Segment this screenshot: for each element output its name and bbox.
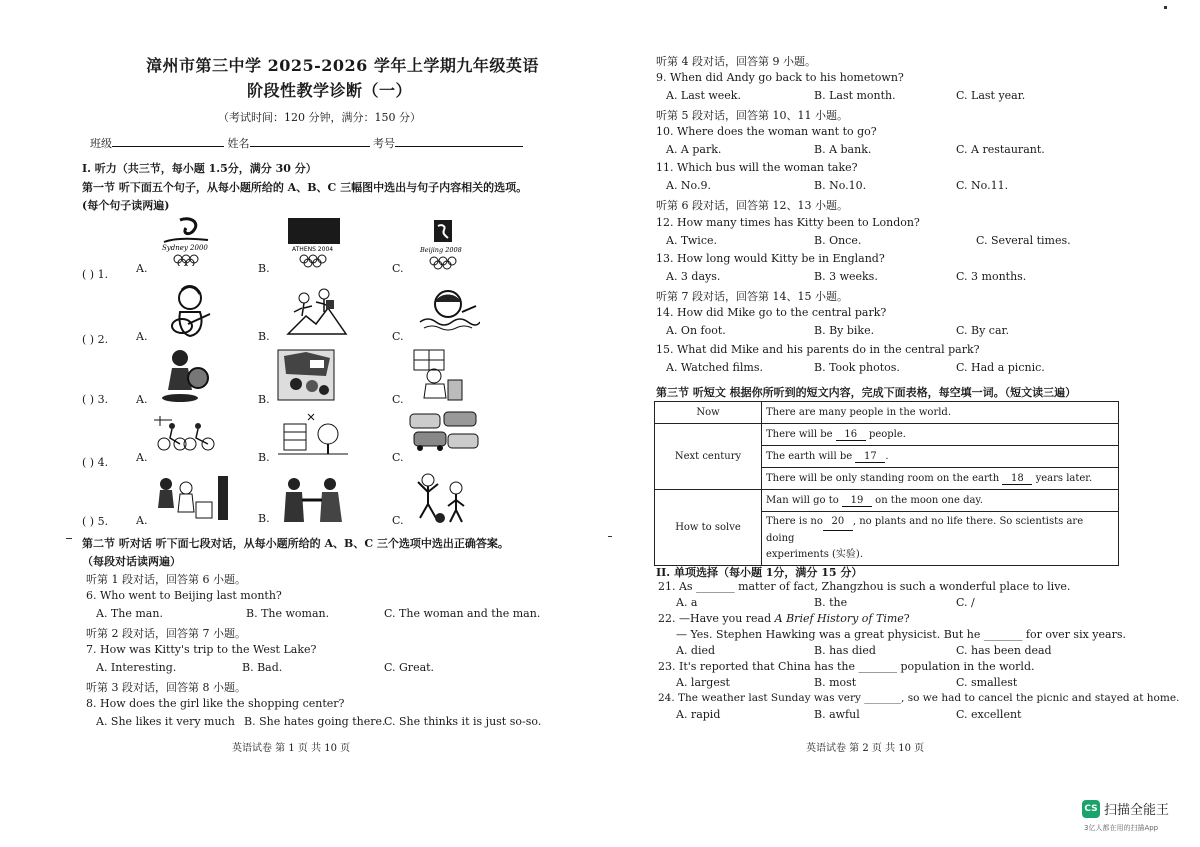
q11-option-b[interactable]: B. No.10. <box>814 179 867 192</box>
table-row <box>655 490 1119 512</box>
hill-climbing-picture-icon <box>286 286 348 338</box>
traffic-jam-picture-icon <box>408 408 480 456</box>
handshake-picture-icon <box>278 476 348 524</box>
building-picture-icon <box>278 410 348 458</box>
table-row <box>655 424 1119 446</box>
q15-text: 15. What did Mike and his parents do in the central park? <box>656 343 980 356</box>
q11-option-a[interactable]: A. No.9. <box>666 179 711 192</box>
part1-note: (每个句子读两遍) <box>82 199 170 212</box>
exam-info: （考试时间：120 分钟，满分：150 分） <box>218 111 421 124</box>
reading-girl-picture-icon <box>410 346 466 404</box>
q6-option-a[interactable]: A. The man. <box>96 607 163 620</box>
listening-fill-table <box>654 401 1119 566</box>
exam-title-line2: 阶段性教学诊断（一） <box>247 81 413 100</box>
q15-option-a[interactable]: A. Watched films. <box>666 361 763 374</box>
q5-option-a-label: A. <box>136 514 148 527</box>
q12-option-a[interactable]: A. Twice. <box>666 234 717 247</box>
q8-option-c[interactable]: C. She thinks it is just so-so. <box>384 715 542 728</box>
class-blank[interactable] <box>112 136 224 147</box>
blank-19-pre: Man will go to <box>766 494 839 506</box>
blank-20-cell <box>762 512 1119 566</box>
q13-text: 13. How long would Kitty be in England? <box>656 252 885 265</box>
q8-text: 8. How does the girl like the shopping center? <box>86 697 345 710</box>
crowded-scene-picture-icon <box>276 346 338 404</box>
part2-note: （每段对话读两遍） <box>82 555 181 568</box>
right-page-footer: 英语试卷 第 2 页 共 10 页 <box>806 743 925 754</box>
class-label: 班级 <box>90 137 112 150</box>
beijing-2008-logo-text: Beijing 2008 <box>420 246 462 254</box>
now-text-cell: There are many people in the world. <box>762 402 1119 424</box>
q21-option-c[interactable]: C. / <box>956 596 975 609</box>
book-title: A Brief History of Time <box>774 612 904 625</box>
q14-15-intro: 听第 7 段对话，回答第 14、15 小题。 <box>656 290 848 303</box>
q23-option-a[interactable]: A. largest <box>676 676 730 689</box>
q10-option-a[interactable]: A. A park. <box>666 143 722 156</box>
q3-option-a-label: A. <box>136 393 148 406</box>
q8-option-a[interactable]: A. She likes it very much <box>96 715 235 728</box>
q22-option-b[interactable]: B. has died <box>814 644 876 657</box>
q1-option-b-label: B. <box>258 262 270 275</box>
q9-text: 9. When did Andy go back to his hometown? <box>656 71 904 84</box>
student-info-row <box>90 135 523 151</box>
q6-text: 6. Who went to Beijing last month? <box>86 589 282 602</box>
q3-option-b-label: B. <box>258 393 270 406</box>
q12-option-c[interactable]: C. Several times. <box>976 234 1071 247</box>
q7-intro: 听第 2 段对话，回答第 7 小题。 <box>86 627 246 640</box>
part2-heading: 第二节 听对话 听下面七段对话，从每小题所给的 A、B、C 三个选项中选出正确答案。 <box>82 537 509 550</box>
q23-option-c[interactable]: C. smallest <box>956 676 1018 689</box>
blank-20-pre: There is no <box>766 516 823 527</box>
blank-19-cell <box>762 490 1119 512</box>
q15-option-c[interactable]: C. Had a picnic. <box>956 361 1045 374</box>
q21-option-a[interactable]: A. a <box>676 596 698 609</box>
q9-option-a[interactable]: A. Last week. <box>666 89 741 102</box>
q22-text <box>658 612 910 625</box>
q24-option-c[interactable]: C. excellent <box>956 708 1022 721</box>
q21-text: 21. As _______ matter of fact, Zhangzhou is such a wonderful place to live. <box>658 580 1071 593</box>
q14-option-c[interactable]: C. By car. <box>956 324 1010 337</box>
boy-guitar-picture-icon <box>160 284 216 340</box>
q21-option-b[interactable]: B. the <box>814 596 848 609</box>
q23-option-b[interactable]: B. most <box>814 676 857 689</box>
q10-11-intro: 听第 5 段对话，回答第 10、11 小题。 <box>656 109 848 122</box>
q10-option-b[interactable]: B. A bank. <box>814 143 872 156</box>
q7-option-a[interactable]: A. Interesting. <box>96 661 177 674</box>
q13-option-c[interactable]: C. 3 months. <box>956 270 1027 283</box>
drum-picture-icon <box>158 348 214 404</box>
q7-text: 7. How was Kitty's trip to the West Lake? <box>86 643 317 656</box>
q13-option-a[interactable]: A. 3 days. <box>666 270 721 283</box>
q5-option-c-label: C. <box>392 514 404 527</box>
q2-option-a-label: A. <box>136 330 148 343</box>
blank-17[interactable]: 17 <box>855 451 885 463</box>
q12-option-b[interactable]: B. Once. <box>814 234 862 247</box>
question-1-number: ( ) 1. <box>82 268 109 281</box>
q4-option-a-label: A. <box>136 451 148 464</box>
q6-option-b[interactable]: B. The woman. <box>246 607 330 620</box>
q14-text: 14. How did Mike go to the central park? <box>656 306 887 319</box>
blank-18-pre: There will be only standing room on the earth <box>766 472 1000 484</box>
q13-option-b[interactable]: B. 3 weeks. <box>814 270 878 283</box>
q24-text: 24. The weather last Sunday was very _______, so we had to cancel the picnic and stayed at home. <box>658 692 1180 704</box>
q22-text-pre: 22. —Have you read <box>658 612 775 625</box>
q23-text: 23. It's reported that China has the _______ population in the world. <box>658 660 1035 673</box>
number-blank[interactable] <box>395 136 523 147</box>
riding-bikes-picture-icon <box>152 412 218 452</box>
q11-text: 11. Which bus will the woman take? <box>656 161 858 174</box>
athens-2004-logo-icon <box>286 216 342 268</box>
scan-mark <box>1164 6 1167 9</box>
scan-mark <box>608 536 612 537</box>
q24-option-a[interactable]: A. rapid <box>676 708 721 721</box>
left-page-footer: 英语试卷 第 1 页 共 10 页 <box>232 743 351 754</box>
q1-option-a-label: A. <box>136 262 148 275</box>
q22-reply: — Yes. Stephen Hawking was a great physicist. But he _______ for over six years. <box>676 628 1126 641</box>
athens-2004-logo-text: ATHENS 2004 <box>292 246 334 253</box>
number-label: 考号 <box>373 137 395 150</box>
sydney-2000-logo-icon <box>160 216 222 266</box>
q3-option-c-label: C. <box>392 393 404 406</box>
q6-option-c[interactable]: C. The woman and the man. <box>384 607 541 620</box>
q22-option-c[interactable]: C. has been dead <box>956 644 1052 657</box>
sydney-2000-logo-text: Sydney 2000 <box>162 244 208 252</box>
q22-text-post: ? <box>903 612 910 625</box>
next-century-label-cell: Next century <box>655 424 762 490</box>
blank-20[interactable]: 20 <box>823 514 853 531</box>
blank-16-cell <box>762 424 1119 446</box>
beijing-2008-logo-icon <box>418 218 470 270</box>
blank-16[interactable]: 16 <box>836 429 866 441</box>
now-label-cell: Now <box>655 402 762 424</box>
how-to-solve-label-cell: How to solve <box>655 490 762 566</box>
q8-option-b[interactable]: B. She hates going there. <box>244 715 386 728</box>
elderly-visit-picture-icon <box>152 472 234 524</box>
q12-text: 12. How many times has Kitty been to London? <box>656 216 920 229</box>
section2-heading: II. 单项选择（每小题 1分，满分 15 分） <box>656 566 863 579</box>
q5-option-b-label: B. <box>258 512 270 525</box>
q8-intro: 听第 3 段对话，回答第 8 小题。 <box>86 681 246 694</box>
blank-17-cell <box>762 446 1119 468</box>
table-row <box>655 402 1119 424</box>
q10-option-c[interactable]: C. A restaurant. <box>956 143 1045 156</box>
q10-text: 10. Where does the woman want to go? <box>656 125 877 138</box>
q2-option-b-label: B. <box>258 330 270 343</box>
q7-option-b[interactable]: B. Bad. <box>242 661 283 674</box>
children-playing-picture-icon <box>412 472 470 526</box>
blank-16-pre: There will be <box>766 428 833 440</box>
q1-option-c-label: C. <box>392 262 404 275</box>
q4-option-c-label: C. <box>392 451 404 464</box>
q7-option-c[interactable]: C. Great. <box>384 661 435 674</box>
q14-option-a[interactable]: A. On foot. <box>666 324 726 337</box>
blank-19-post: on the moon one day. <box>875 494 983 506</box>
question-2-number: ( ) 2. <box>82 333 109 346</box>
blank-19[interactable]: 19 <box>842 495 872 507</box>
blank-18[interactable]: 18 <box>1002 473 1032 485</box>
scan-mark <box>66 538 72 539</box>
part3-heading: 第三节 听短文 根据你所听到的短文内容，完成下面表格，每空填一词。（短文读三遍） <box>656 386 1077 399</box>
camscanner-app-name: 扫描全能王 <box>1104 803 1170 818</box>
q12-13-intro: 听第 6 段对话，回答第 12、13 小题。 <box>656 199 848 212</box>
q15-option-b[interactable]: B. Took photos. <box>814 361 900 374</box>
question-4-number: ( ) 4. <box>82 456 109 469</box>
name-label: 姓名 <box>227 137 250 150</box>
blank-16-post: people. <box>868 428 906 440</box>
q9-option-b[interactable]: B. Last month. <box>814 89 896 102</box>
blank-18-post: years later. <box>1035 472 1093 484</box>
q9-intro: 听第 4 段对话，回答第 9 小题。 <box>656 55 816 68</box>
question-3-number: ( ) 3. <box>82 393 109 406</box>
camscanner-logo-icon: CS <box>1082 800 1100 818</box>
section1-heading: I. 听力（共三节，每小题 1.5分，满分 30 分） <box>82 162 317 175</box>
exam-title-line1: 漳州市第三中学 2025-2026 学年上学期九年级英语 <box>146 56 539 75</box>
blank-17-pre: The earth will be <box>766 450 853 462</box>
question-5-number: ( ) 5. <box>82 515 109 528</box>
q14-option-b[interactable]: B. By bike. <box>814 324 875 337</box>
q4-option-b-label: B. <box>258 451 270 464</box>
part1-heading: 第一节 听下面五个句子，从每小题所给的 A、B、C 三幅图中选出与句子内容相关的选项。 <box>82 181 528 194</box>
camscanner-slogan: 3亿人都在用的扫描App <box>1084 824 1159 832</box>
q24-option-b[interactable]: B. awful <box>814 708 860 721</box>
right-page <box>600 0 1200 847</box>
q22-option-a[interactable]: A. died <box>676 644 716 657</box>
q11-option-c[interactable]: C. No.11. <box>956 179 1009 192</box>
blank-20-post: , no plants and no life there. So scientists are doing <box>766 516 1084 544</box>
blank-18-cell <box>762 468 1119 490</box>
q6-intro: 听第 1 段对话，回答第 6 小题。 <box>86 573 246 586</box>
name-blank[interactable] <box>250 136 370 147</box>
swimming-picture-icon <box>418 286 480 336</box>
q2-option-c-label: C. <box>392 330 404 343</box>
q9-option-c[interactable]: C. Last year. <box>956 89 1026 102</box>
blank-17-post: . <box>885 450 889 462</box>
blank-20-line2: experiments (实验). <box>766 549 864 560</box>
